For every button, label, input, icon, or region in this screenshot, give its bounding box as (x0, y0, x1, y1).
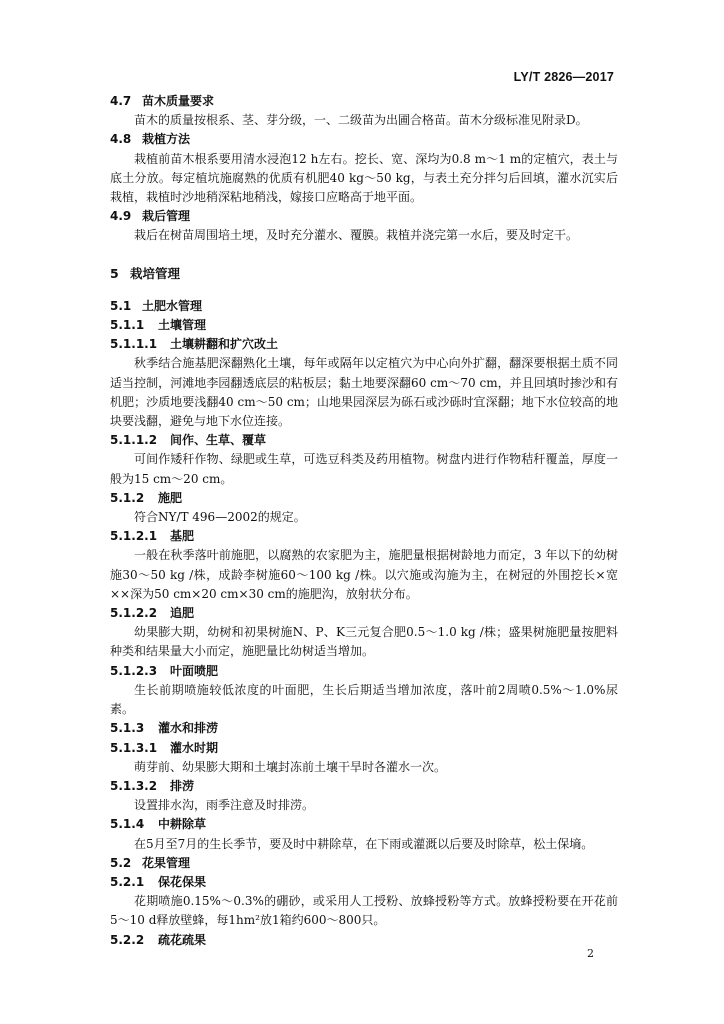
paragraph: 设置排水沟，雨季注意及时排涝。 (134, 798, 315, 813)
section-heading: 5.2.2 疏花疏果 (110, 932, 207, 947)
paragraph: 花期喷施0.15%～0.3%的硼砂，或采用人工授粉、放蜂授粉等方式。放蜂授粉要在开花前5～10 d释放壁蜂，每1hm²放1箱约600～800只。 (110, 894, 618, 928)
paragraph: 符合NY/T 496—2002的规定。 (134, 510, 306, 525)
section-heading: 5.1.1.2 间作、生草、覆草 (110, 433, 267, 448)
section-heading: 5.1.1.1 土壤耕翻和扩穴改土 (110, 337, 279, 352)
paragraph: 在5月至7月的生长季节，要及时中耕除草，在下雨或灌溉以后要及时除草，松土保墒。 (134, 836, 594, 851)
paragraph: 萌芽前、幼果膨大期和土壤封冻前土壤干旱时各灌水一次。 (134, 759, 447, 774)
section-heading: 5.2.1 保花保果 (110, 874, 207, 889)
paragraph: 秋季结合施基肥深翻熟化土壤，每年或隔年以定植穴为中心向外扩翻，翻深要根据土质不同适当控制，河滩地李园翻透底层的粘板层；黏土地要深翻60 cm～70 cm，并且回填时掺沙和有机肥；沙质地要浅翻40 cm～50 cm；山地果园深层为砾石或沙砾时宜深翻；地下水位较高的地块要浅翻，避免与地下水位连接。 (110, 356, 618, 429)
standard-code: LY/T 2826—2017 (513, 70, 614, 84)
paragraph: 苗木的质量按根系、茎、芽分级，一、二级苗为出圃合格苗。苗木分级标准见附录D。 (134, 113, 588, 128)
paragraph: 生长前期喷施较低浓度的叶面肥，生长后期适当增加浓度，落叶前2周喷0.5%～1.0%尿素。 (110, 682, 618, 717)
paragraph: 一般在秋季落叶前施肥，以腐熟的农家肥为主，施肥量根据树龄地力而定，3 年以下的幼树施30～50 kg /株，成龄李树施60～100 kg /株。以穴施或沟施为主，在树冠的外围挖长×宽××深为50 cm×20 cm×30 cm的施肥沟，放射状分布。 (110, 548, 618, 601)
section-heading: 5.1.3.2 排涝 (110, 778, 195, 793)
section-heading: 5.2 花果管理 (110, 855, 191, 870)
chapter-heading: 5 栽培管理 (110, 265, 181, 281)
section-heading: 5.1.2.2 追肥 (110, 606, 195, 621)
section-heading: 5.1.1 土壤管理 (110, 318, 207, 333)
document-body (110, 92, 618, 950)
page-number: 2 (587, 947, 594, 960)
section-heading: 4.7 苗木质量要求 (110, 94, 215, 108)
section-heading: 5.1.3 灌水和排涝 (110, 721, 219, 736)
paragraph: 可间作矮秆作物、绿肥或生草，可选豆科类及药用植物。树盘内进行作物秸秆覆盖，厚度一般为15 cm～20 cm。 (110, 452, 618, 486)
section-heading: 5.1.2.1 基肥 (110, 529, 195, 544)
section-heading: 5.1 土肥水管理 (110, 298, 203, 313)
section-heading: 5.1.2 施肥 (110, 490, 183, 505)
section-heading: 4.9 栽后管理 (110, 209, 191, 224)
paragraph: 栽植前苗木根系要用清水浸泡12 h左右。挖长、宽、深均为0.8 m～1 m的定植穴，表土与底土分放。每定植坑施腐熟的优质有机肥40 kg～50 kg，与表土充分拌匀后回填，灌水沉实后栽植，栽植时沙地稍深粘地稍浅，嫁接口应略高于地平面。 (110, 151, 618, 205)
section-heading: 5.1.4 中耕除草 (110, 817, 207, 832)
section-heading: 4.8 栽植方法 (110, 132, 191, 147)
paragraph: 栽后在树苗周围培土埂，及时充分灌水、覆膜。栽植并浇完第一水后，要及时定干。 (134, 228, 579, 243)
paragraph: 幼果膨大期，幼树和初果树施N、P、K三元复合肥0.5～1.0 kg /株；盛果树施肥量按肥料种类和结果量大小而定，施肥量比幼树适当增加。 (110, 625, 618, 659)
section-heading: 5.1.3.1 灌水时期 (110, 740, 219, 755)
section-heading: 5.1.2.3 叶面喷肥 (110, 663, 219, 678)
